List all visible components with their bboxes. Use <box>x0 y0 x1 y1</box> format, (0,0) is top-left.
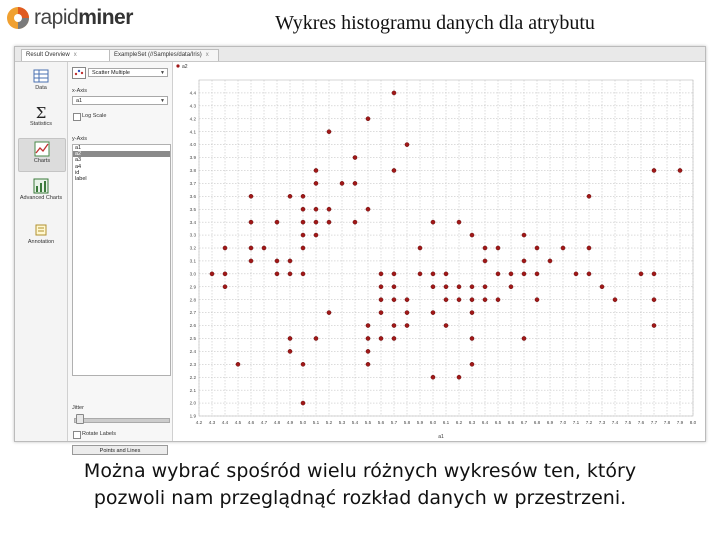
tab-exampleset[interactable] <box>109 49 219 61</box>
y-axis-list[interactable] <box>72 144 171 376</box>
data-point <box>483 259 487 263</box>
data-point <box>366 336 370 340</box>
x-tick-label: 6.2 <box>455 420 463 425</box>
data-point <box>327 220 331 224</box>
y-tick-label: 2.0 <box>189 400 196 406</box>
data-point <box>431 220 435 224</box>
logo-wordmark <box>34 6 133 30</box>
close-icon[interactable]: x <box>73 52 77 58</box>
x-tick-label: 6.5 <box>494 420 502 425</box>
list-item[interactable]: label <box>75 175 87 182</box>
data-point <box>301 401 305 405</box>
data-point <box>210 272 214 276</box>
data-point <box>392 336 396 340</box>
x-axis-select[interactable] <box>72 96 168 105</box>
data-point <box>444 285 448 289</box>
x-tick-label: 4.3 <box>208 420 216 425</box>
svg-text:Σ: Σ <box>35 104 47 122</box>
rotate-labels-label: Rotate Labels <box>82 431 116 437</box>
sidebar-item-data[interactable] <box>18 66 64 98</box>
data-point <box>288 336 292 340</box>
data-point <box>444 298 448 302</box>
tab-result-overview[interactable] <box>21 49 113 61</box>
data-point <box>379 311 383 315</box>
data-point <box>444 272 448 276</box>
data-point <box>470 362 474 366</box>
data-point <box>496 272 500 276</box>
data-point <box>431 272 435 276</box>
points-and-lines-button[interactable]: Points and Lines <box>72 445 168 455</box>
x-tick-label: 5.9 <box>416 420 424 425</box>
y-tick-label: 3.0 <box>189 271 196 277</box>
data-point <box>431 375 435 379</box>
data-point <box>249 220 253 224</box>
data-point <box>301 362 305 366</box>
data-point <box>561 246 565 250</box>
x-tick-label: 6.4 <box>481 420 489 425</box>
y-tick-label: 3.1 <box>189 258 196 264</box>
advanced-chart-icon <box>33 178 49 194</box>
legend-marker <box>176 64 179 67</box>
x-tick-label: 4.9 <box>286 420 294 425</box>
x-tick-label: 7.1 <box>572 420 580 425</box>
data-point <box>392 298 396 302</box>
scatter-plot <box>173 62 703 441</box>
logo-text-light: rapid <box>34 6 79 29</box>
y-tick-label: 3.5 <box>189 206 196 212</box>
x-tick-label: 7.7 <box>650 420 658 425</box>
x-axis-value: a1 <box>76 98 83 104</box>
data-point <box>392 285 396 289</box>
data-point <box>392 323 396 327</box>
data-point <box>405 311 409 315</box>
data-point <box>470 336 474 340</box>
data-point <box>392 272 396 276</box>
result-tab-bar <box>15 47 705 62</box>
data-point <box>652 323 656 327</box>
jitter-label: Jitter <box>72 405 84 411</box>
x-axis-title: a1 <box>438 434 444 440</box>
data-point <box>314 207 318 211</box>
x-tick-label: 5.8 <box>403 420 411 425</box>
data-point <box>301 272 305 276</box>
x-tick-label: 7.0 <box>559 420 567 425</box>
rotate-labels-checkbox[interactable] <box>73 431 81 439</box>
x-tick-label: 6.0 <box>429 420 437 425</box>
chart-config-panel <box>68 62 173 454</box>
data-point <box>327 311 331 315</box>
sidebar-item-label: Annotation <box>27 239 55 245</box>
data-point <box>366 207 370 211</box>
data-point <box>353 155 357 159</box>
x-tick-labels <box>196 420 697 425</box>
data-point <box>340 181 344 185</box>
y-tick-label: 2.6 <box>189 323 196 329</box>
tab-label: Result Overview <box>26 52 70 58</box>
data-point <box>314 233 318 237</box>
y-tick-label: 2.3 <box>189 361 196 367</box>
plot-grid <box>199 80 693 416</box>
data-point <box>652 298 656 302</box>
slide-caption <box>20 458 700 512</box>
data-point <box>223 285 227 289</box>
data-point <box>314 181 318 185</box>
x-tick-label: 7.5 <box>624 420 632 425</box>
data-point <box>366 323 370 327</box>
x-tick-label: 7.9 <box>676 420 684 425</box>
x-tick-label: 4.4 <box>221 420 229 425</box>
y-tick-label: 2.5 <box>189 336 196 342</box>
x-tick-label: 6.8 <box>533 420 541 425</box>
data-point <box>353 220 357 224</box>
tab-label: ExampleSet (//Samples/data/Iris) <box>114 52 202 58</box>
logo-text-bold: miner <box>78 6 133 29</box>
data-point <box>379 298 383 302</box>
data-point <box>314 220 318 224</box>
x-tick-label: 4.2 <box>195 420 203 425</box>
data-point <box>327 130 331 134</box>
annotation-icon <box>33 222 49 238</box>
data-point <box>509 272 513 276</box>
data-point <box>535 298 539 302</box>
data-point <box>431 285 435 289</box>
sidebar-item-label: Advanced Charts <box>19 195 63 201</box>
data-point <box>379 272 383 276</box>
x-tick-label: 5.6 <box>377 420 385 425</box>
data-point <box>587 194 591 198</box>
x-tick-label: 7.8 <box>663 420 671 425</box>
data-point <box>483 298 487 302</box>
y-tick-label: 2.9 <box>189 284 196 290</box>
data-point <box>314 336 318 340</box>
data-point <box>600 285 604 289</box>
data-point <box>288 349 292 353</box>
data-point <box>405 323 409 327</box>
data-point <box>366 117 370 121</box>
y-tick-labels <box>190 91 197 419</box>
jitter-slider[interactable] <box>74 418 170 423</box>
chart-style-select[interactable] <box>88 68 168 77</box>
data-point <box>574 272 578 276</box>
list-item[interactable]: id <box>75 169 80 176</box>
data-point <box>301 233 305 237</box>
data-point <box>522 272 526 276</box>
y-tick-label: 4.4 <box>189 90 196 96</box>
data-point <box>301 207 305 211</box>
data-point <box>223 272 227 276</box>
scatter-style-icon <box>72 67 86 79</box>
data-point <box>249 259 253 263</box>
data-point <box>470 285 474 289</box>
data-point <box>418 246 422 250</box>
close-icon[interactable]: x <box>205 52 209 58</box>
data-point <box>301 246 305 250</box>
sidebar-item-annotation[interactable] <box>18 220 64 252</box>
y-tick-label: 3.2 <box>189 245 196 251</box>
data-point <box>379 336 383 340</box>
sidebar-item-label: Data <box>35 85 47 91</box>
y-tick-label: 2.1 <box>189 387 196 393</box>
y-tick-label: 3.4 <box>189 219 196 225</box>
sidebar-item-charts[interactable] <box>18 138 66 172</box>
data-point <box>366 362 370 366</box>
legend-series-name: a2 <box>182 64 188 70</box>
data-point <box>587 246 591 250</box>
x-tick-label: 5.1 <box>312 420 320 425</box>
data-point <box>288 259 292 263</box>
data-point <box>275 259 279 263</box>
app-screenshot <box>14 46 706 454</box>
data-point <box>457 285 461 289</box>
caption-line-2: pozwoli nam przeglądnąć rozkład danych w przestrzeni. <box>93 487 627 509</box>
data-point <box>249 194 253 198</box>
data-point <box>262 246 266 250</box>
chart-style-value: Scatter Multiple <box>92 70 130 76</box>
x-tick-label: 8.0 <box>689 420 697 425</box>
log-scale-checkbox[interactable] <box>73 113 81 121</box>
y-tick-label: 4.0 <box>189 142 196 148</box>
data-point <box>483 285 487 289</box>
x-tick-label: 5.5 <box>364 420 372 425</box>
data-point <box>496 298 500 302</box>
list-item[interactable]: a4 <box>75 163 82 170</box>
data-point <box>314 168 318 172</box>
x-tick-label: 5.2 <box>325 420 333 425</box>
y-tick-label: 3.6 <box>189 193 196 199</box>
data-point <box>392 91 396 95</box>
data-point <box>418 272 422 276</box>
data-point <box>431 311 435 315</box>
data-point <box>470 311 474 315</box>
x-tick-label: 4.8 <box>273 420 281 425</box>
y-tick-label: 2.8 <box>189 297 196 303</box>
chart-icon <box>34 141 50 157</box>
data-point <box>288 272 292 276</box>
x-axis-label: x-Axis <box>72 88 87 94</box>
y-tick-label: 3.7 <box>189 180 196 186</box>
rapidminer-logo-icon <box>6 6 30 30</box>
sidebar-item-advanced-charts[interactable] <box>18 176 64 216</box>
chevron-down-icon: ▼ <box>160 70 165 76</box>
x-tick-label: 7.3 <box>598 420 606 425</box>
data-point <box>522 336 526 340</box>
data-point <box>444 323 448 327</box>
data-point <box>535 246 539 250</box>
data-point <box>548 259 552 263</box>
y-tick-label: 4.1 <box>189 129 196 135</box>
sidebar-item-label: Charts <box>33 158 51 164</box>
y-tick-label: 3.9 <box>189 155 196 161</box>
data-point <box>405 143 409 147</box>
data-point <box>470 298 474 302</box>
y-tick-label: 4.2 <box>189 116 196 122</box>
x-tick-label: 4.5 <box>234 420 242 425</box>
data-point <box>366 349 370 353</box>
y-tick-label: 1.9 <box>189 413 196 419</box>
data-point <box>405 298 409 302</box>
data-point <box>236 362 240 366</box>
data-point <box>652 272 656 276</box>
y-tick-label: 2.2 <box>189 374 196 380</box>
data-point <box>483 246 487 250</box>
y-tick-label: 3.3 <box>189 232 196 238</box>
x-tick-label: 6.7 <box>520 420 528 425</box>
data-point <box>353 181 357 185</box>
y-axis-label: y-Axis <box>72 136 87 142</box>
data-point <box>457 298 461 302</box>
x-tick-label: 6.1 <box>442 420 450 425</box>
x-tick-label: 5.3 <box>338 420 346 425</box>
data-point <box>522 233 526 237</box>
data-point <box>613 298 617 302</box>
x-tick-label: 6.6 <box>507 420 515 425</box>
view-sidebar <box>15 62 68 441</box>
sigma-icon <box>33 104 49 120</box>
data-point <box>392 168 396 172</box>
data-table-icon <box>33 68 49 84</box>
x-tick-label: 7.6 <box>637 420 645 425</box>
rapidminer-logo <box>6 6 133 30</box>
x-tick-label: 5.0 <box>299 420 307 425</box>
y-tick-label: 4.3 <box>189 103 196 109</box>
data-point <box>327 207 331 211</box>
list-item[interactable]: a1 <box>75 145 82 151</box>
data-point <box>275 220 279 224</box>
data-point <box>509 285 513 289</box>
x-tick-label: 5.4 <box>351 420 359 425</box>
data-point <box>470 233 474 237</box>
data-point <box>639 272 643 276</box>
data-point <box>301 194 305 198</box>
data-point <box>535 272 539 276</box>
plot-legend <box>176 64 187 70</box>
data-point <box>288 194 292 198</box>
caption-line-1: Można wybrać spośród wielu różnych wykresów ten, który <box>83 460 637 482</box>
x-tick-label: 4.7 <box>260 420 268 425</box>
y-tick-label: 2.7 <box>189 310 196 316</box>
y-tick-label: 2.4 <box>189 348 196 354</box>
y-tick-label: 3.8 <box>189 168 196 174</box>
x-tick-label: 5.7 <box>390 420 398 425</box>
x-tick-label: 6.3 <box>468 420 476 425</box>
jitter-slider-handle[interactable] <box>76 414 84 424</box>
data-point <box>223 246 227 250</box>
data-point <box>249 246 253 250</box>
log-scale-label: Log Scale <box>82 113 107 119</box>
chevron-down-icon: ▼ <box>160 98 165 104</box>
slide-title: Wykres histogramu danych dla atrybutu <box>275 12 595 34</box>
data-point <box>457 375 461 379</box>
x-tick-label: 7.2 <box>585 420 593 425</box>
data-point <box>496 246 500 250</box>
sidebar-item-label: Statistics <box>29 121 52 127</box>
list-item[interactable]: a2 <box>73 151 170 157</box>
data-point <box>379 285 383 289</box>
sidebar-item-statistics[interactable] <box>18 102 64 134</box>
data-point <box>678 168 682 172</box>
data-point <box>652 168 656 172</box>
data-point <box>301 220 305 224</box>
data-point <box>587 272 591 276</box>
data-point <box>457 220 461 224</box>
list-item[interactable]: a3 <box>75 157 82 164</box>
data-point <box>522 259 526 263</box>
x-tick-label: 4.6 <box>247 420 255 425</box>
x-tick-label: 7.4 <box>611 420 619 425</box>
data-point <box>275 272 279 276</box>
x-tick-label: 6.9 <box>546 420 554 425</box>
